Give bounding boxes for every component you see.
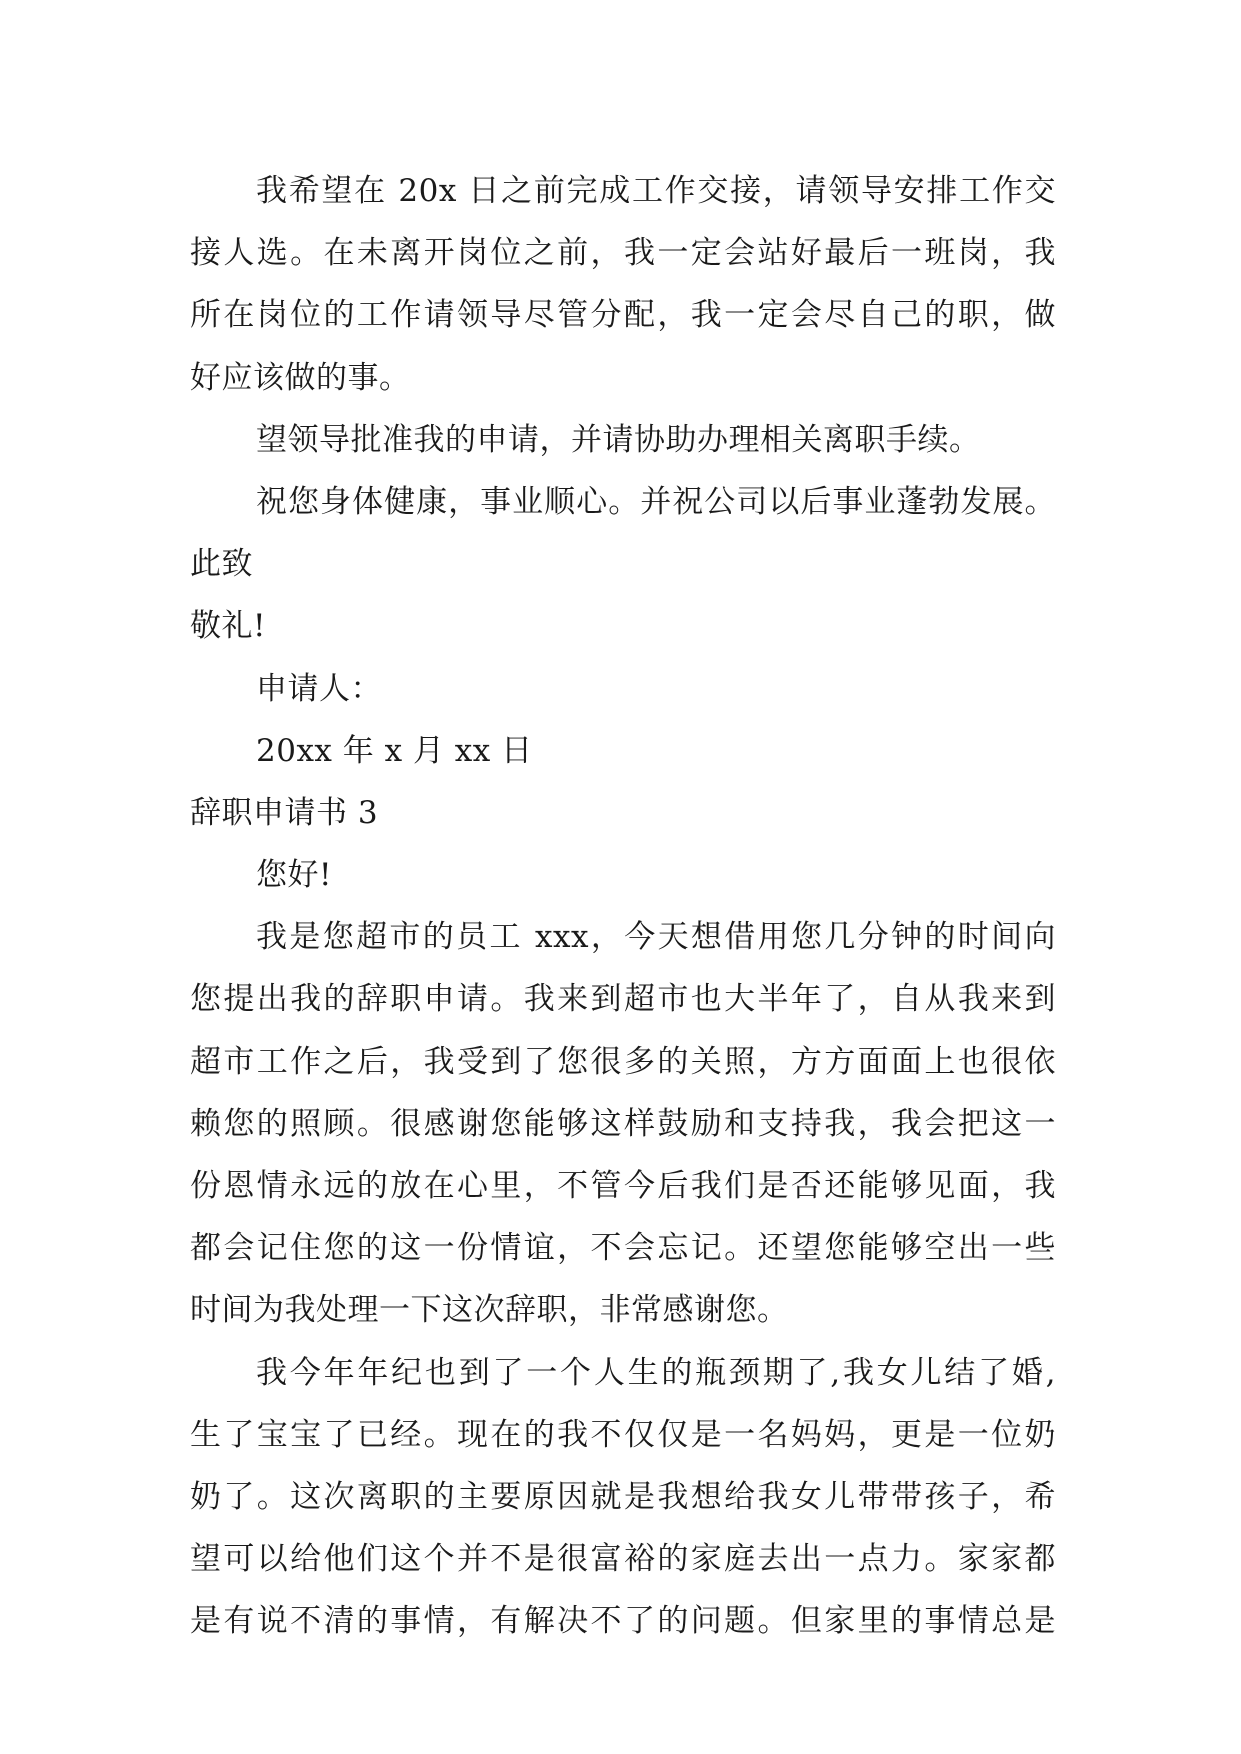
section-title: 辞职申请书 3 [190, 794, 379, 831]
paragraph-line: 所在岗位的工作请领导尽管分配，我一定会尽自己的职，做 [190, 297, 1056, 334]
paragraph-line: 望领导批准我的申请，并请协助办理相关离职手续。 [256, 421, 981, 458]
paragraph-line: 赖您的照顾。很感谢您能够这样鼓励和支持我，我会把这一 [190, 1105, 1056, 1142]
paragraph-line: 奶了。这次离职的主要原因就是我想给我女儿带带孩子，希 [190, 1478, 1056, 1515]
paragraph-line: 接人选。在未离开岗位之前，我一定会站好最后一班岗，我 [190, 235, 1056, 272]
paragraph-line: 我今年年纪也到了一个人生的瓶颈期了,我女儿结了婚, [256, 1354, 1056, 1391]
paragraph-line: 祝您身体健康，事业顺心。并祝公司以后事业蓬勃发展。 [256, 483, 1056, 520]
paragraph-line: 超市工作之后，我受到了您很多的关照，方方面面上也很依 [190, 1043, 1056, 1080]
paragraph-line: 好应该做的事。 [190, 359, 411, 396]
closing-line: 此致 [190, 546, 253, 583]
date-line: 20xx 年 x 月 xx 日 [256, 732, 533, 769]
paragraph-line: 我是您超市的员工 xxx，今天想借用您几分钟的时间向 [256, 919, 1056, 956]
greeting-line: 您好! [256, 857, 332, 894]
paragraph-line: 都会记住您的这一份情谊，不会忘记。还望您能够空出一些 [190, 1230, 1056, 1267]
paragraph-line: 份恩情永远的放在心里，不管今后我们是否还能够见面，我 [190, 1168, 1056, 1204]
paragraph-line: 您提出我的辞职申请。我来到超市也大半年了，自从我来到 [190, 981, 1056, 1018]
document-body [190, 160, 1056, 1653]
applicant-label: 申请人： [256, 670, 382, 707]
salutation-line: 敬礼! [190, 608, 266, 645]
paragraph-line: 时间为我处理一下这次辞职，非常感谢您。 [190, 1292, 789, 1329]
paragraph-line: 是有说不清的事情，有解决不了的问题。但家里的事情总是 [190, 1603, 1056, 1640]
paragraph-line: 生了宝宝了已经。现在的我不仅仅是一名妈妈，更是一位奶 [190, 1416, 1056, 1453]
paragraph-line: 望可以给他们这个并不是很富裕的家庭去出一点力。家家都 [190, 1541, 1056, 1578]
paragraph-line: 我希望在 20x 日之前完成工作交接，请领导安排工作交 [256, 173, 1056, 209]
